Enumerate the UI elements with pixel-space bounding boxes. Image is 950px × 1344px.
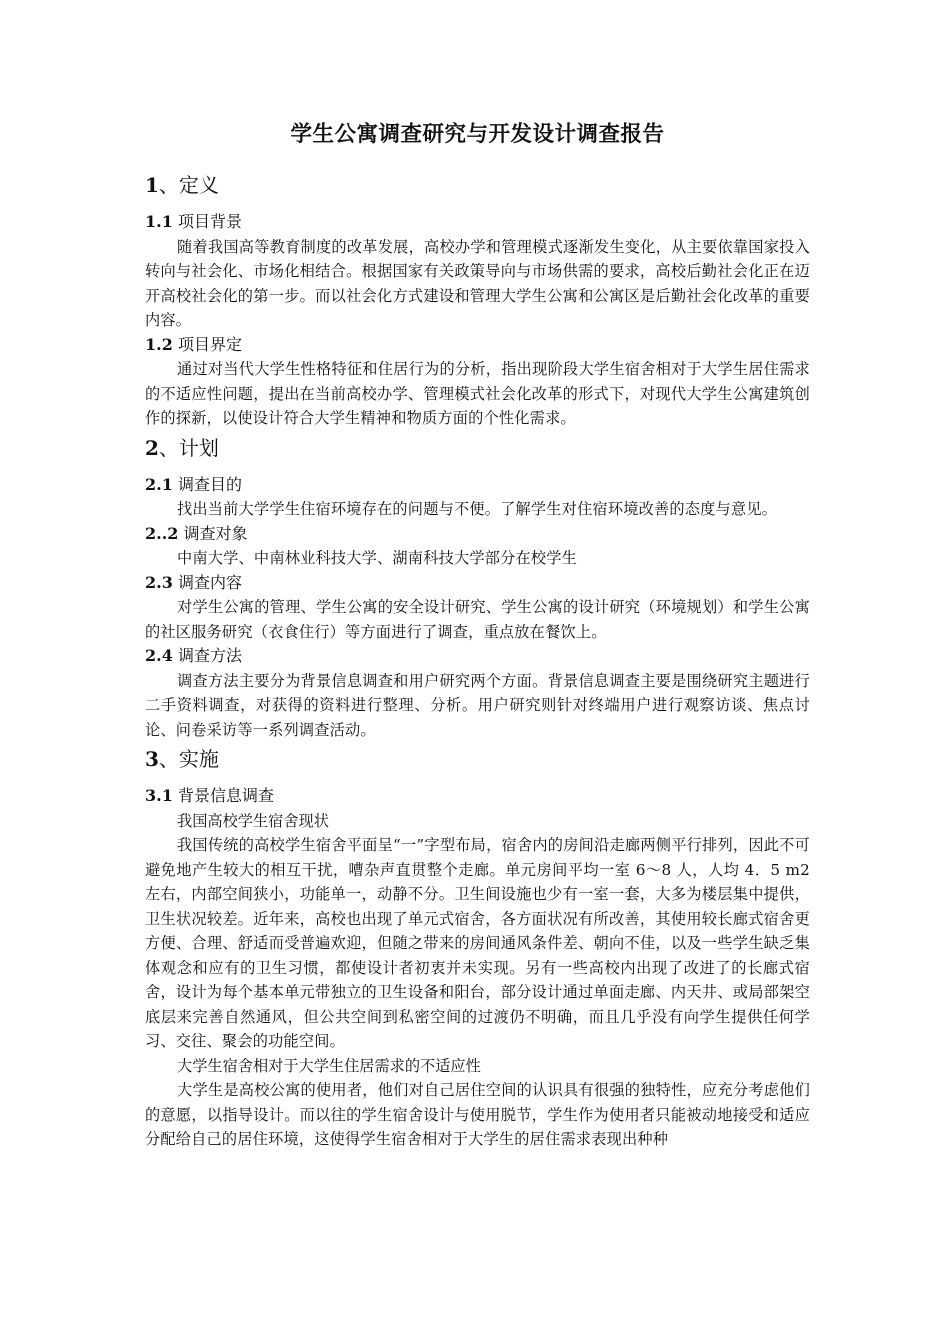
subsection-heading-2-2: [145, 522, 810, 547]
section-heading-2: [145, 431, 810, 465]
section-heading-3: [145, 742, 810, 776]
section-number: 3: [145, 747, 159, 771]
document-title: 学生公寓调查研究与开发设计调查报告: [290, 122, 665, 147]
paragraph-dorm-status: 我国传统的高校学生宿舍平面呈“一”字型布局，宿舍内的房间沿走廊两侧平行排列，因此不可避免地产生较大的相互干扰，嘈杂声直贯整个走廊。单元房间平均一室 6～8 人，人均 4．5 m2 左右，内部空间狭小，功能单一，动静不分。卫生间设施也少有一室一套，大多为楼层集中提供，卫生状况较差。近年来，高校也出现了单元式宿舍，各方面状况有所改善，其使用较长廊式宿舍更方便、合理、舒适而受普遍欢迎，但随之带来的房间通风条件差、朝向不佳，以及一些学生缺乏集体观念和应有的卫生习惯，都使设计者初衷并未实现。另有一些高校内出现了改进了的长廊式宿舍，设计为每个基本单元带独立的卫生设备和阳台，部分设计通过单面走廊、内天井、或局部架空底层来完善自然通风，但公共空间到私密空间的过渡仍不明确，而且几乎没有向学生提供任何学习、交往、聚会的功能空间。: [145, 836, 810, 1050]
subsection-heading-2-1: [145, 473, 810, 498]
subsection-title: 调查内容: [177, 572, 242, 592]
subsection-number: 2.3: [145, 572, 173, 592]
section-heading-1: [145, 168, 810, 202]
subsection-number: 1.2: [145, 334, 173, 354]
subsection-number: 2..2: [145, 523, 179, 543]
section-title: 、定义: [158, 173, 219, 197]
subsection-title: 项目界定: [177, 334, 242, 354]
subsection-number: 2.4: [145, 646, 173, 665]
section-number: 2: [145, 435, 159, 460]
subsection-title: 项目背景: [177, 212, 242, 231]
subsection-title: 背景信息调查: [177, 786, 274, 805]
paragraph-survey-content: 对学生公寓的管理、学生公寓的安全设计研究、学生公寓的设计研究（环境规划）和学生公寓的社区服务研究（衣食住行）等方面进行了调查，重点放在餐饮上。: [145, 598, 810, 641]
subsection-heading-3-1: [145, 784, 810, 809]
subsection-heading-2-4: [145, 644, 810, 669]
paragraph-project-background: 随着我国高等教育制度的改革发展，高校办学和管理模式逐渐发生变化，从主要依靠国家投入转向与社会化、市场化相结合。根据国家有关政策导向与市场供需的要求，高校后勤社会化正在迈开高校社会化的第一步。而以社会化方式建设和管理大学生公寓和公寓区是后勤社会化改革的重要内容。: [145, 237, 810, 329]
subsection-heading-2-3: [145, 571, 810, 596]
paragraph-dorm-inadequacy: 大学生是高校公寓的使用者，他们对自己居住空间的认识具有很强的独特性，应充分考虑他们的意愿，以指导设计。而以往的学生宿舍设计与使用脱节，学生作为使用者只能被动地接受和适应分配给自己的居住环境，这使得学生宿舍相对于大学生的居住需求表现出种种: [145, 1081, 810, 1148]
subsection-number: 2.1: [145, 474, 173, 494]
section-title: 、实施: [158, 747, 219, 771]
paragraph-survey-subjects: 中南大学、中南林业科技大学、湖南科技大学部分在校学生: [177, 549, 578, 567]
paragraph-project-scope: 通过对当代大学生性格特征和住居行为的分析，指出现阶段大学生宿舍相对于大学生居住需求的不适应性问题，提出在当前高校办学、管理模式社会化改革的形式下，对现代大学生公寓建筑创作的探新，以使设计符合大学生精神和物质方面的个性化需求。: [145, 360, 810, 427]
sub-heading-dorm-status: 我国高校学生宿舍现状: [177, 811, 329, 830]
subsection-number: 1.1: [145, 212, 173, 231]
section-title: 、计划: [158, 435, 219, 460]
subsection-heading-1-2: [145, 333, 810, 358]
document-body: [145, 118, 810, 1152]
section-number: 1: [145, 173, 159, 197]
sub-heading-dorm-inadequacy: 大学生宿舍相对于大学生住居需求的不适应性: [177, 1056, 481, 1075]
subsection-title: 调查方法: [177, 646, 242, 665]
paragraph-survey-purpose: 找出当前大学学生住宿环境存在的问题与不便。了解学生对住宿环境改善的态度与意见。: [177, 500, 778, 518]
subsection-heading-1-1: [145, 210, 810, 235]
paragraph-survey-method: 调查方法主要分为背景信息调查和用户研究两个方面。背景信息调查主要是围绕研究主题进行二手资料调查，对获得的资料进行整理、分析。用户研究则针对终端用户进行观察访谈、焦点讨论、问卷采访等一系列调查活动。: [145, 671, 810, 739]
subsection-number: 3.1: [145, 786, 173, 805]
subsection-title: 调查目的: [177, 474, 242, 494]
subsection-title: 调查对象: [183, 523, 248, 543]
